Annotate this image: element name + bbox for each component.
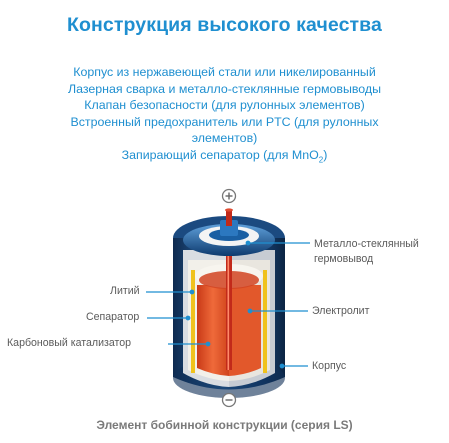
feature-item: Корпус из нержавеющей стали или никелированный (73, 65, 376, 79)
label-separator: Сепаратор (86, 311, 140, 323)
label-lithium: Литий (110, 285, 140, 297)
feature-separator-subscript: 2 (318, 155, 324, 165)
feature-item: Клапан безопасности (для рулонных элементов) (84, 98, 365, 113)
label-terminal (314, 238, 419, 266)
feature-item: Лазерная сварка и металло-стеклянные гермовыводы (67, 81, 382, 96)
feature-separator-close: ) (323, 147, 328, 162)
feature-item-separator (0, 147, 449, 169)
label-casing: Корпус (312, 360, 347, 372)
plus-terminal-icon (223, 190, 236, 203)
battery-illustration (0, 180, 449, 410)
feature-list (0, 64, 449, 169)
lithium-layer-left (191, 270, 195, 373)
label-electrolyte: Электролит (312, 305, 370, 317)
feature-item: Встроенный предохранитель или PTC (для рулонных (70, 114, 379, 129)
battery-diagram (0, 180, 449, 410)
electrolyte-core-left (197, 285, 229, 376)
page-title: Конструкция высокого качества (67, 14, 382, 36)
label-carbon-catalyst: Карбоновый катализатор (7, 337, 132, 349)
label-terminal-line2: гермовывод (314, 253, 374, 265)
feature-item: элементов) (191, 131, 258, 146)
label-terminal-line1: Металло-стеклянный (314, 238, 419, 250)
minus-terminal-icon (223, 394, 236, 407)
electrolyte-core-right (229, 285, 261, 376)
figure-caption: Элемент бобинной конструкции (серия LS) (96, 418, 353, 432)
lithium-layer-right (263, 270, 267, 373)
feature-separator-text: Запирающий сепаратор (для MnO (121, 147, 319, 162)
